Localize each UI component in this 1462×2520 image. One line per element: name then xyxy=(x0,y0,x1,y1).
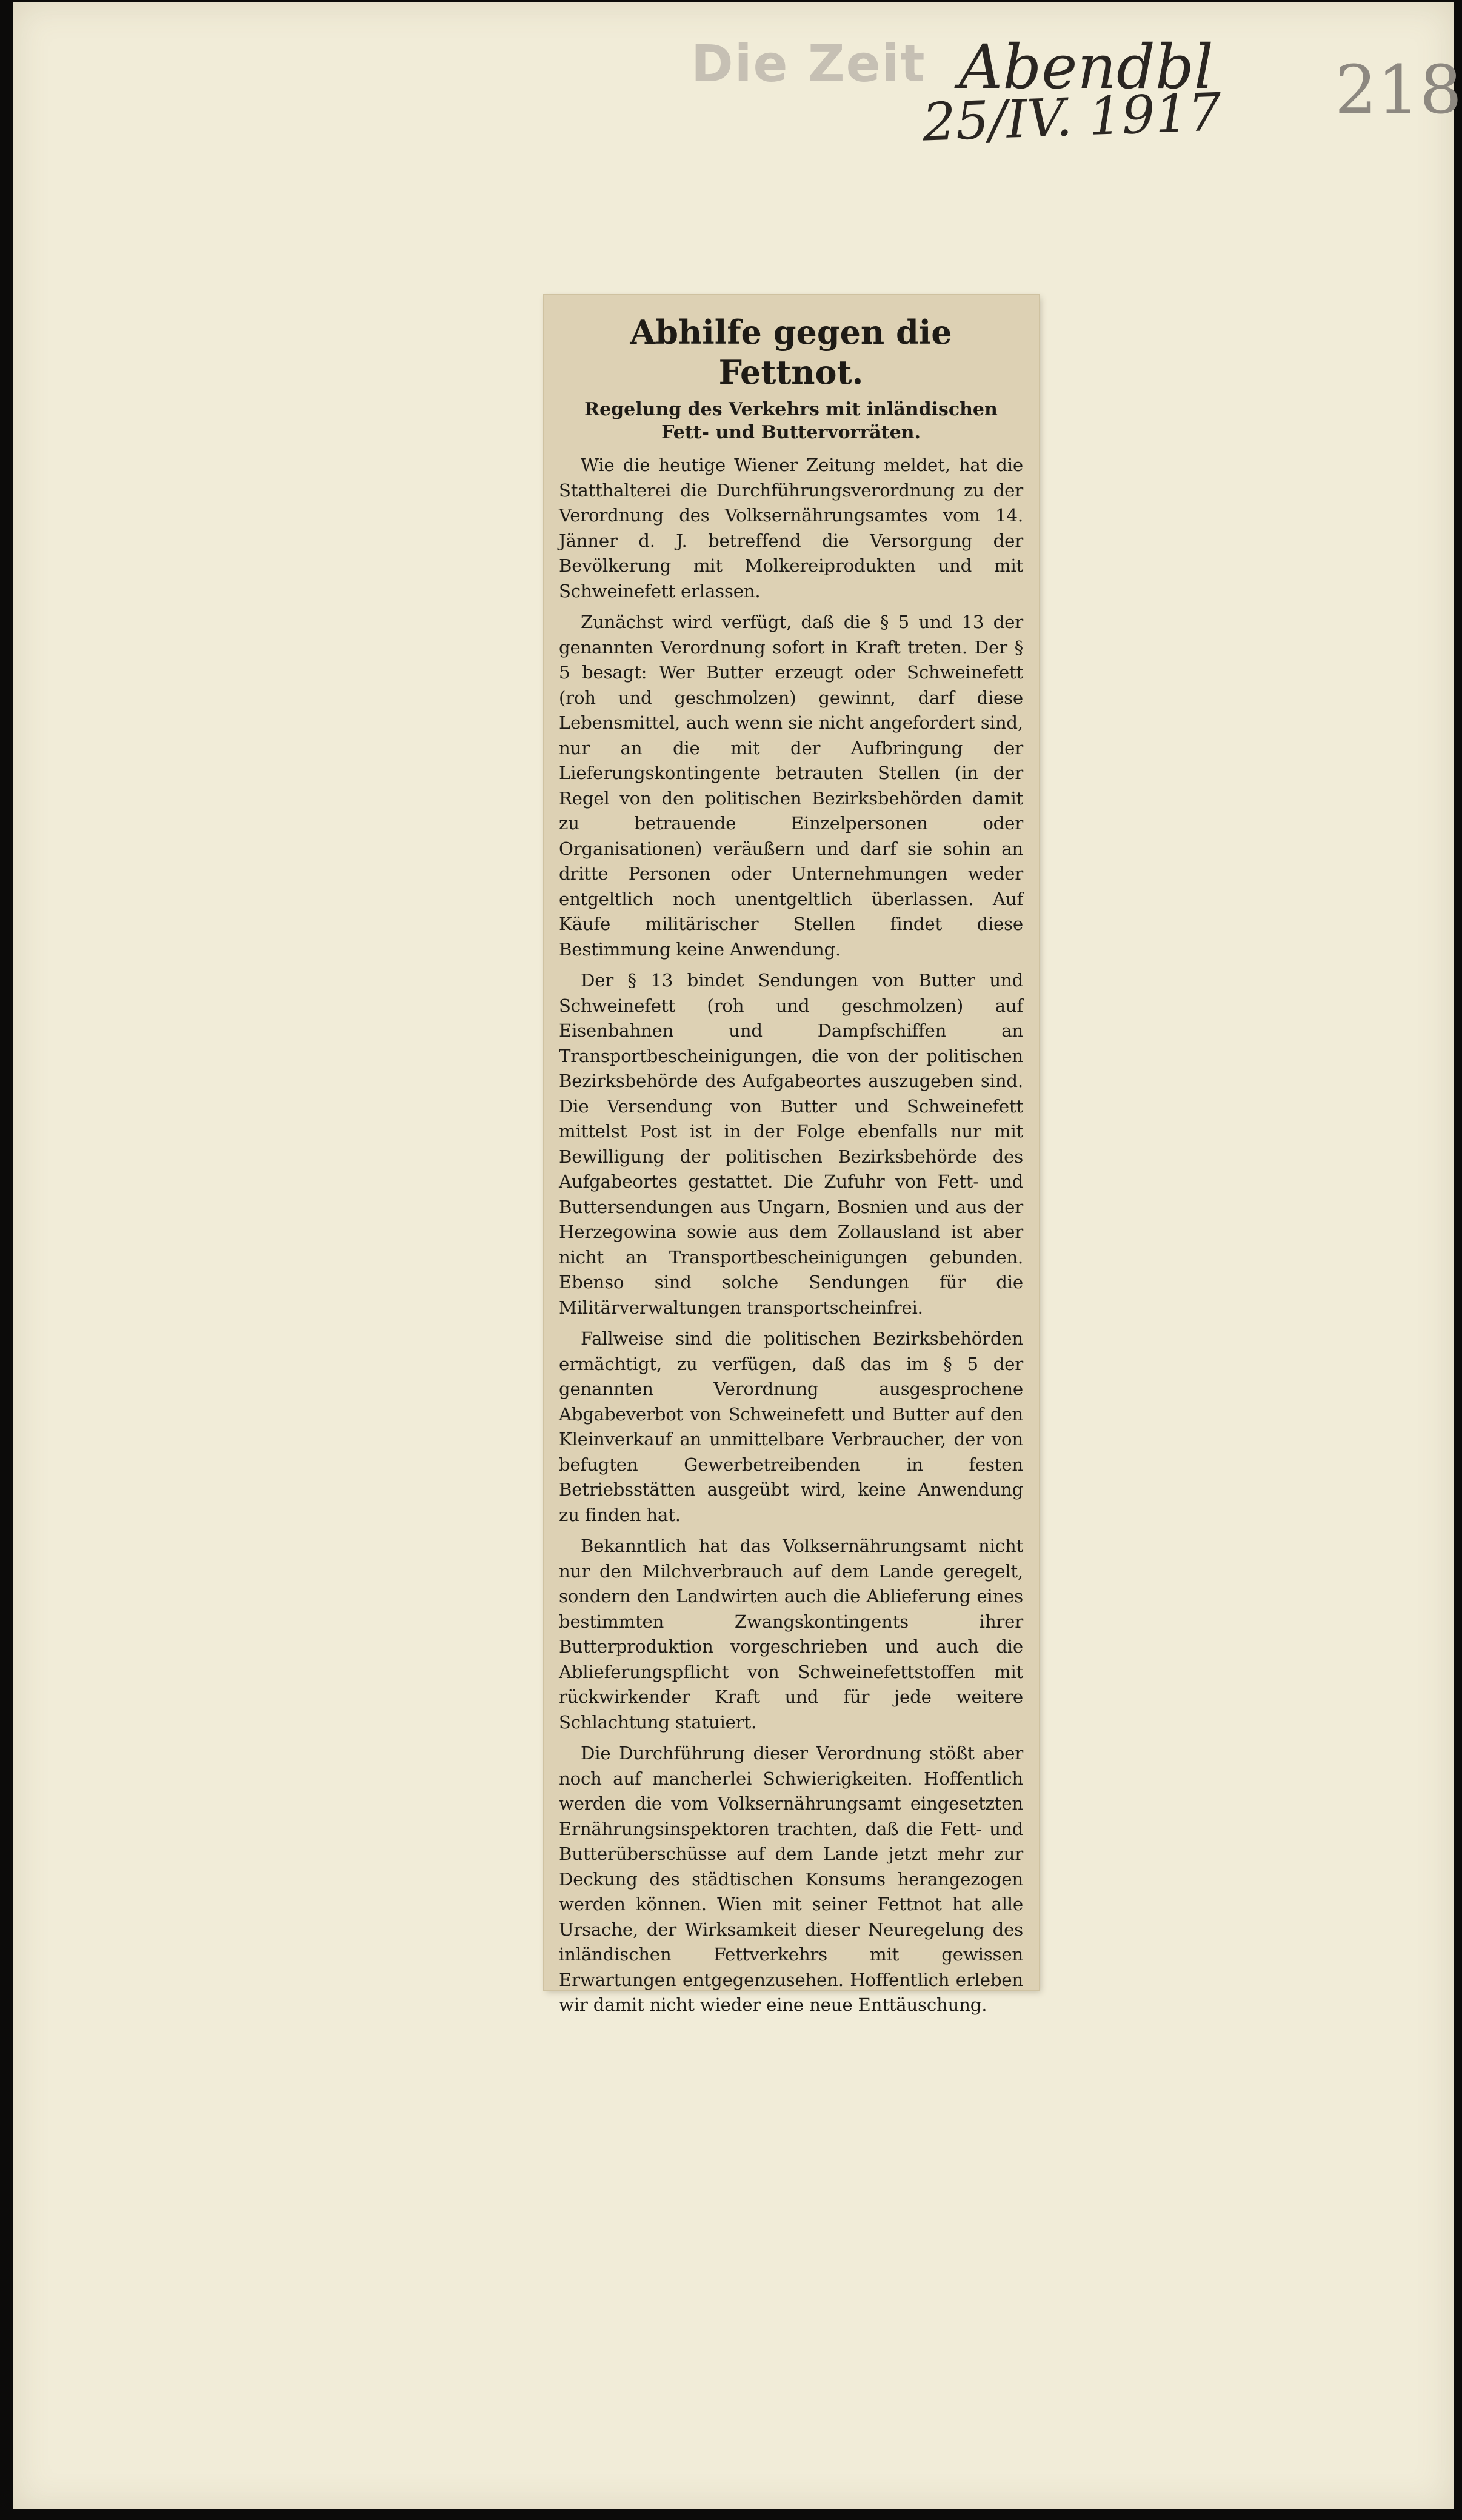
article-paragraph: Fallweise sind die politischen Bezirksbehörden ermächtigt, zu verfügen, daß das im § 5 der genannten Verordnung ausgesprochene Abgabeverbot von Schweinefett und Butter auf den Kleinverkauf an unmittelbare Verbraucher, der von befugten Gewerbetreibenden in festen Betriebsstätten ausgeübt wird, keine Anwendung zu finden hat. xyxy=(559,1328,1023,1525)
archive-sheet xyxy=(13,2,1462,2509)
article-paragraph: Der § 13 bindet Sendungen von Butter und Schweinefett (roh und geschmolzen) auf Eisenbahnen und Dampfschiffen an Transportbescheinigungen, die von der politischen Bezirksbehörde des Aufgabeortes auszugeben sind. Die Versendung von Butter und Schweinefett mittelst Post ist in der Folge ebenfalls nur mit Bewilligung der politischen Bezirksbehörde des Aufgabeortes gestattet. Die Zufuhr von Fett- und Buttersendungen aus Ungarn, Bosnien und aus der Herzegowina sowie aus dem Zollausland ist aber nicht an Transportbescheinigungen gebunden. Ebenso sind solche Sendungen für die Militärverwaltungen transportscheinfrei. xyxy=(559,970,1023,1318)
newspaper-stamp: Die Zeit xyxy=(691,34,926,93)
article-paragraph: Wie die heutige Wiener Zeitung meldet, hat die Statthalterei die Durchführungsverordnung zu der Verordnung des Volksernährungsamtes vom 14. Jänner d. J. betreffend die Versorgung der Bevölkerung mit Molkereiprodukten und mit Schweinefett erlassen. xyxy=(559,455,1023,601)
article-paragraph: Bekanntlich hat das Volksernährungsamt nicht nur den Milchverbrauch auf dem Lande geregelt, sondern den Landwirten auch die Ablieferung eines bestimmten Zwangskontingents ihrer Butterproduktion vorgeschrieben und auch die Ablieferungspflicht von Schweinefettstoffen mit rückwirkender Kraft und für jede weitere Schlachtung statuiert. xyxy=(559,1536,1023,1733)
article-paragraph: Die Durchführung dieser Verordnung stößt aber noch auf mancherlei Schwierigkeiten. Hoffentlich werden die vom Volksernährungsamt eingesetzten Ernährungsinspektoren trachten, daß die Fett- und Butterüberschüsse auf dem Lande jetzt mehr zur Deckung des städtischen Konsums herangezogen werden können. Wien mit seiner Fettnot hat alle Ursache, der Wirksamkeit dieser Neuregelung des inländischen Fettverkehrs mit gewissen Erwartungen entgegenzusehen. Hoffentlich erleben wir damit nicht wieder eine neue Enttäuschung. xyxy=(559,1743,1023,2015)
article-title: Abhilfe gegen die Fettnot. xyxy=(630,313,952,392)
date-handwritten-note: 25/IV. 1917 xyxy=(921,82,1223,153)
article-paragraph: Zunächst wird verfügt, daß die § 5 und 13 der genannten Verordnung sofort in Kraft treten. Der § 5 besagt: Wer Butter erzeugt oder Schweinefett (roh und geschmolzen) gewinnt, darf diese Lebensmittel, auch wenn sie nicht angefordert sind, nur an die mit der Aufbringung der Lieferungskontingente betrauten Stellen (in der Regel von den politischen Bezirksbehörden damit zu betrauende Einzelpersonen oder Organisationen) veräußern und darf sie sohin an dritte Personen oder Unternehmungen weder entgeltlich noch unentgeltlich überlassen. Auf Käufe militärischer Stellen findet diese Bestimmung keine Anwendung. xyxy=(559,612,1023,960)
edition-handwritten-note: Abendbl xyxy=(959,32,1213,102)
newspaper-clipping xyxy=(544,295,1039,2015)
article-subtitle: Regelung des Verkehrs mit inländischen Fett- und Buttervorräten. xyxy=(584,399,998,443)
folio-number: 218 xyxy=(1335,51,1462,129)
